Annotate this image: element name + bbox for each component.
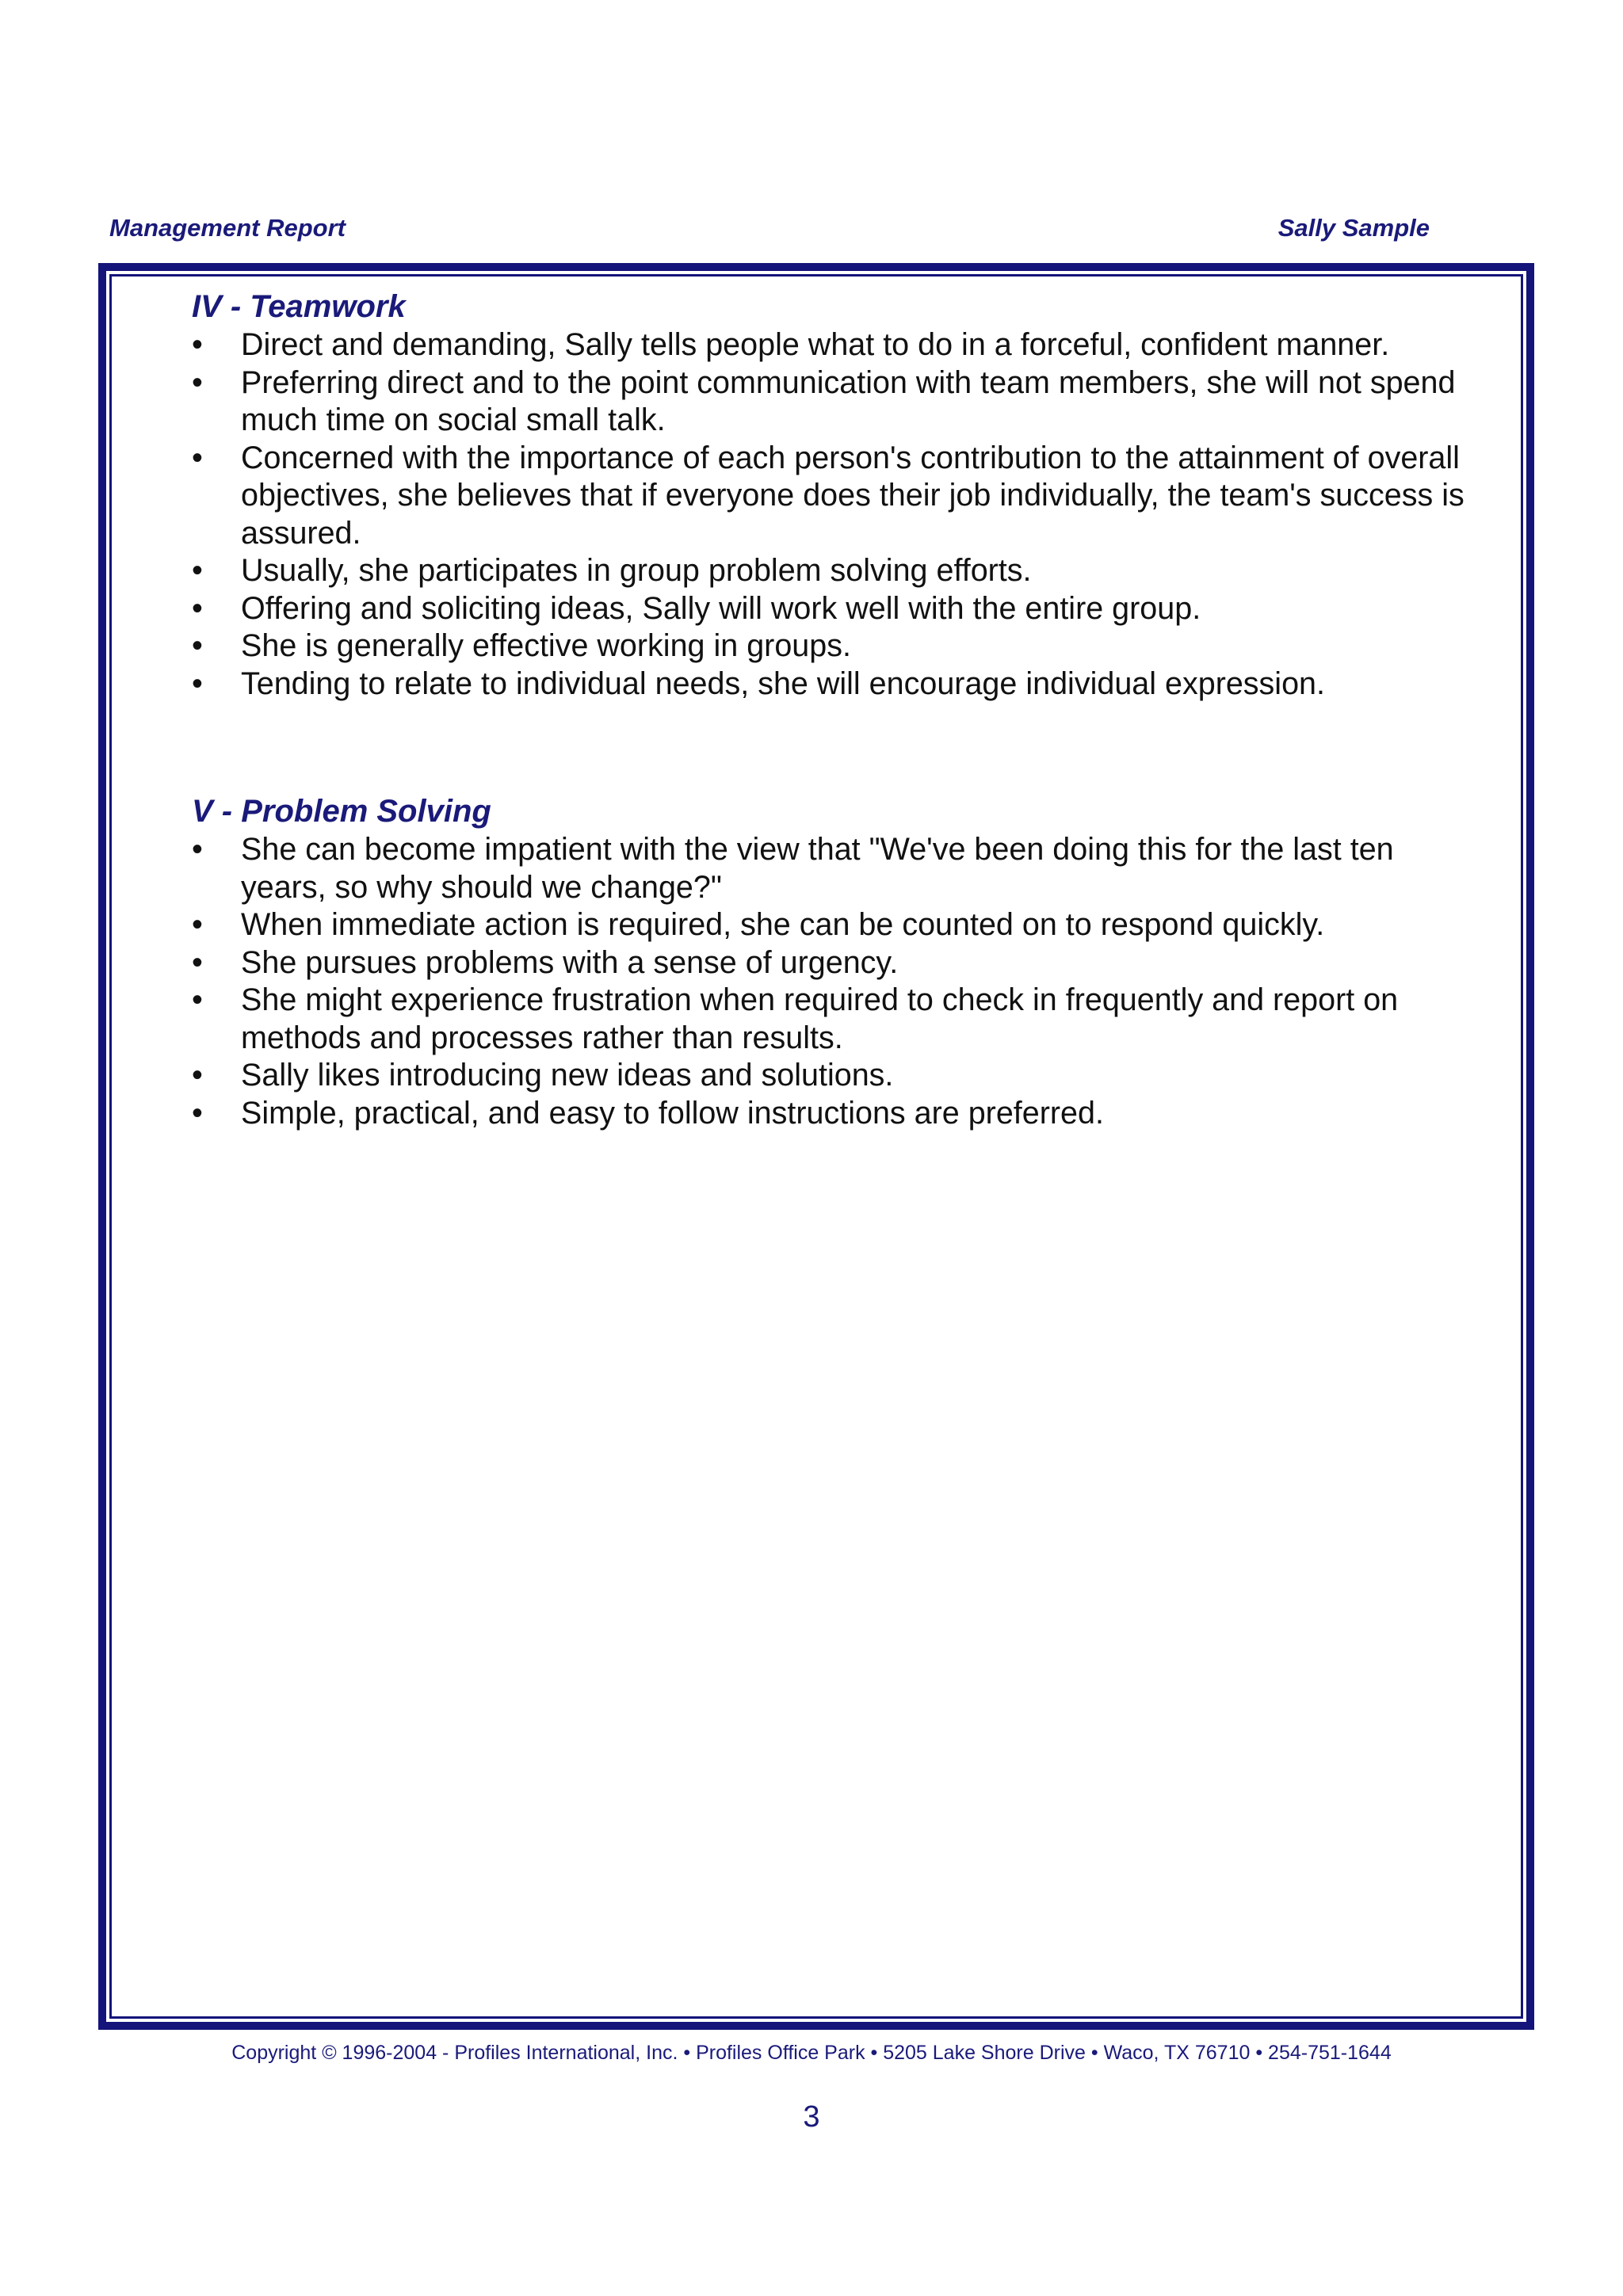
section-teamwork <box>192 287 1476 703</box>
report-title: Management Report <box>109 214 346 242</box>
list-item: • When immediate action is required, she can be counted on to respond quickly. <box>192 906 1476 944</box>
list-item: • Tending to relate to individual needs, she will encourage individual expression. <box>192 666 1476 704</box>
list-item: • She is generally effective working in groups. <box>192 627 1476 666</box>
list-item: • She pursues problems with a sense of urgency. <box>192 944 1476 982</box>
list-item: • Sally likes introducing new ideas and solutions. <box>192 1057 1476 1095</box>
list-item: • Usually, she participates in group problem solving efforts. <box>192 552 1476 590</box>
list-item: • Preferring direct and to the point communication with team members, she will not spend much time on social small talk. <box>192 364 1476 440</box>
page-number: 3 <box>803 2100 820 2134</box>
list-item: • She might experience frustration when required to check in frequently and report on methods and processes rather than results. <box>192 982 1476 1057</box>
list-item: • Direct and demanding, Sally tells people what to do in a forceful, confident manner. <box>192 326 1476 364</box>
section-title: V - Problem Solving <box>192 794 491 829</box>
list-item: • She can become impatient with the view that "We've been doing this for the last ten years, so why should we change?" <box>192 831 1476 906</box>
bullet-list <box>192 831 1476 1132</box>
subject-name: Sally Sample <box>1277 214 1430 242</box>
section-title: IV - Teamwork <box>192 289 406 324</box>
list-item: • Offering and soliciting ideas, Sally will work well with the entire group. <box>192 590 1476 628</box>
report-content <box>192 287 1476 1132</box>
section-spacer <box>192 703 1476 791</box>
section-problem-solving <box>192 791 1476 1132</box>
list-item: • Concerned with the importance of each person's contribution to the attainment of overall objectives, she believes that if everyone does their job individually, the team's success is assured. <box>192 440 1476 553</box>
copyright-footer: Copyright © 1996-2004 - Profiles International, Inc. • Profiles Office Park • 5205 Lake Shore Drive • Waco, TX 76710 • 254-751-1644 <box>231 2042 1392 2064</box>
list-item: • Simple, practical, and easy to follow instructions are preferred. <box>192 1095 1476 1133</box>
bullet-list <box>192 326 1476 703</box>
